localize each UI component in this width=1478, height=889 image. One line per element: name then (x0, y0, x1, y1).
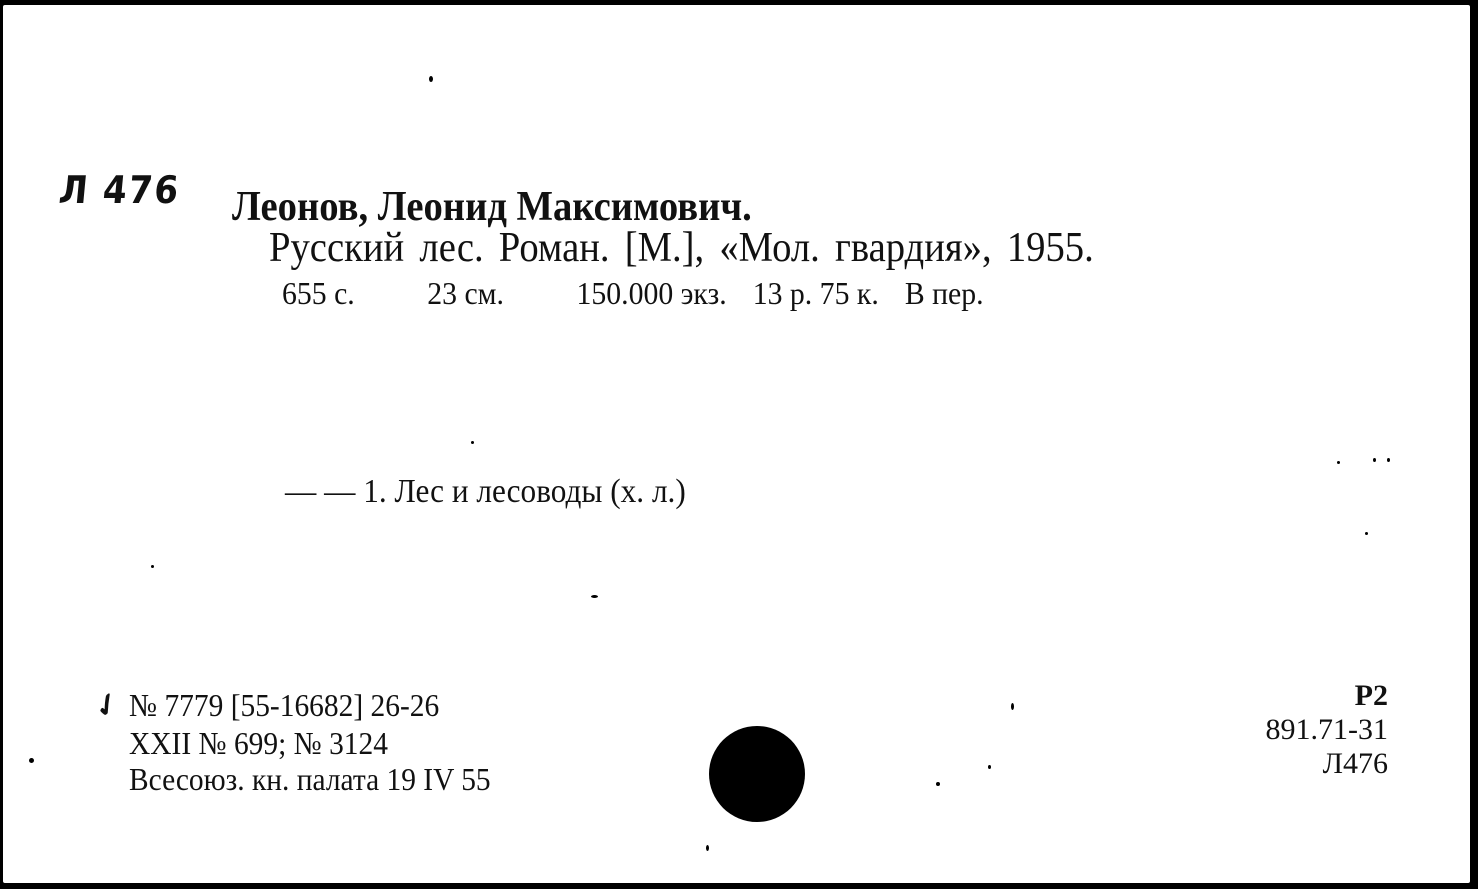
dust-speck (471, 441, 474, 444)
udc-code: 891.71-31 (1265, 713, 1388, 746)
pages-count: 655 с. (282, 275, 355, 311)
dust-speck (706, 845, 709, 851)
dust-speck (1373, 458, 1376, 462)
dust-speck (591, 595, 598, 598)
dust-speck (151, 565, 154, 568)
call-number: Л 476 (57, 168, 182, 212)
physical-description (282, 277, 984, 309)
check-mark: ✓ (88, 684, 127, 727)
dust-speck (1387, 458, 1390, 462)
dust-speck (1365, 532, 1368, 535)
dust-speck (988, 765, 991, 769)
author-mark: Л476 (1322, 747, 1388, 780)
catalog-card (3, 5, 1470, 883)
dust-speck (1337, 461, 1340, 464)
book-size: 23 см. (427, 275, 504, 311)
registration-series: XXII № 699; № 3124 (129, 725, 388, 761)
registration-chamber: Всесоюз. кн. палата 19 IV 55 (129, 761, 491, 797)
author-heading: Леонов, Леонид Максимович. (232, 184, 752, 230)
dust-speck (429, 76, 433, 82)
dust-speck (1011, 703, 1014, 710)
print-run: 150.000 экз. (576, 275, 727, 311)
binding: В пер. (904, 275, 984, 311)
punch-hole (709, 726, 805, 822)
price: 13 р. 75 к. (752, 275, 879, 311)
title-imprint-line: Русский лес. Роман. [М.], «Мол. гвардия», 1955. (269, 225, 1094, 271)
dust-speck (29, 758, 34, 763)
subject-heading: — — 1. Лес и лесоводы (х. л.) (285, 473, 686, 510)
classification-code: Р2 (1354, 679, 1388, 712)
registration-number: № 7779 [55-16682] 26-26 (129, 687, 440, 723)
dust-speck (936, 782, 940, 786)
